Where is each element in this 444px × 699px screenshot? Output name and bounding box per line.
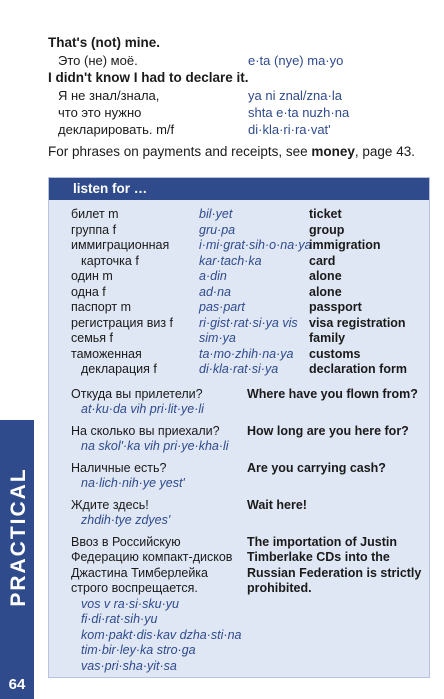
vocab-ru: одна f [71,284,106,299]
vocab-translit: a·din [199,269,227,283]
vocab-translit: ri·gist·rat·si·ya vis [199,315,298,330]
phrase-ru: Ввоз в Российскую Федерацию компакт-дисков Джастина Тимберлейка строго воспрещается. [71,534,233,595]
vocab-en: alone [309,269,342,283]
vocab-row [49,285,429,301]
phrase-translit: na skol'·ka vih pri·ye·kha·li [81,439,229,453]
page-number: 64 [8,676,26,693]
cross-reference-note [48,143,433,161]
vocab-ru: паспорт m [71,300,131,314]
listen-phrase [49,498,429,529]
phrase-translit: di·kla·ri·ra·vat' [248,122,331,137]
vocab-ru: иммиграционная [71,238,170,252]
vocab-row [49,223,429,239]
vocab-ru: билет m [71,207,119,221]
phrase-row [48,87,428,104]
vocab-row [49,331,429,347]
phrase-en: The importation of Justin Timberlake CDs into the Russian Federation is strictly prohibited. [247,534,422,595]
note-page: , page 43. [354,144,415,159]
phrase-translit: ya ni znal/zna·la [248,88,342,103]
vocab-translit: sim·ya [199,331,236,345]
section-side-tab [0,420,34,699]
vocab-row [49,238,429,254]
phrase-title-1: That's (not) mine. [48,35,160,50]
vocab-ru: таможенная [71,346,142,361]
vocab-ru: один m [71,269,113,283]
listen-phrase [49,387,429,418]
vocab-en: immigration [309,238,381,252]
phrase-ru: Откуда вы прилетели? [71,386,203,401]
vocab-row [49,269,429,285]
vocab-row [49,347,429,363]
vocab-en: group [309,222,345,237]
vocab-en: alone [309,284,342,299]
phrase-list [49,387,429,675]
phrase-ru: декларировать. m/f [58,122,175,137]
vocab-translit: pas·part [199,300,245,314]
vocab-en: card [309,253,336,268]
phrase-en: How long are you here for? [247,423,409,438]
vocab-translit: gru·pa [199,222,236,237]
vocab-translit: ta·mo·zhih·na·ya [199,346,294,361]
vocab-en: declaration form [309,362,407,376]
vocab-ru: семья f [71,331,114,345]
box-header: listen for … [49,178,429,200]
vocab-row [49,254,429,270]
vocab-en: customs [309,346,361,361]
phrase-en: Wait here! [247,497,307,512]
phrase-translit: at·ku·da vih pri·lit·ye·li [81,402,204,416]
listen-phrase [49,461,429,492]
vocab-list [49,207,429,378]
phrase-translit: vos v ra·si·sku·yu fi·di·rat·sih·yu kom·pakt·dis·kav dzha·sti·na tim·bir·ley·ka stro·ga vas·pri·sha·yit·sa [81,596,242,673]
phrase-translit: na·lich·nih·ye yest' [81,476,185,490]
phrase-ru: Это (не) моё. [58,53,138,68]
phrase-title-2: I didn't know I had to declare it. [48,70,249,85]
vocab-row [49,316,429,332]
vocab-ru: карточка f [81,253,139,268]
phrase-ru: На сколько вы приехали? [71,423,220,438]
phrase-ru: Ждите здесь! [71,497,149,512]
section-label: PRACTICAL [7,467,30,607]
listen-phrase [49,535,429,675]
phrase-translit: zhdih·tye zdyes' [81,513,171,527]
vocab-row [49,362,429,378]
note-text: For phrases on payments and receipts, see [48,144,312,159]
phrase-en: Where have you flown from? [247,386,418,401]
vocab-translit: bil·yet [199,207,233,221]
vocab-en: visa registration [309,315,406,330]
vocab-translit: i·mi·grat·sih·o·na·ya [199,238,312,252]
phrase-translit: e·ta (nye) ma·yo [248,53,344,68]
vocab-en: passport [309,300,362,314]
phrase-ru: что это нужно [58,105,142,120]
vocab-translit: kar·tach·ka [199,253,262,268]
vocab-en: family [309,331,346,345]
phrase-ru: Наличные есть? [71,460,167,475]
top-section [48,34,428,138]
vocab-en: ticket [309,207,342,221]
vocab-ru: декларация f [81,362,157,376]
vocab-row [49,207,429,223]
phrase-en: Are you carrying cash? [247,460,386,475]
vocab-translit: di·kla·rat·si·ya [199,362,279,376]
phrase-ru: Я не знал/знала, [58,88,160,103]
vocab-row [49,300,429,316]
vocab-translit: ad·na [199,284,231,299]
phrase-row-1 [48,52,428,69]
vocab-ru: регистрация виз f [71,315,174,330]
listen-phrase [49,424,429,455]
phrase-row [48,121,428,138]
listen-for-box [48,177,430,678]
phrase-translit: shta e·ta nuzh·na [248,105,350,120]
vocab-ru: группа f [71,222,117,237]
phrase-row [48,104,428,121]
note-link: money [311,144,355,159]
